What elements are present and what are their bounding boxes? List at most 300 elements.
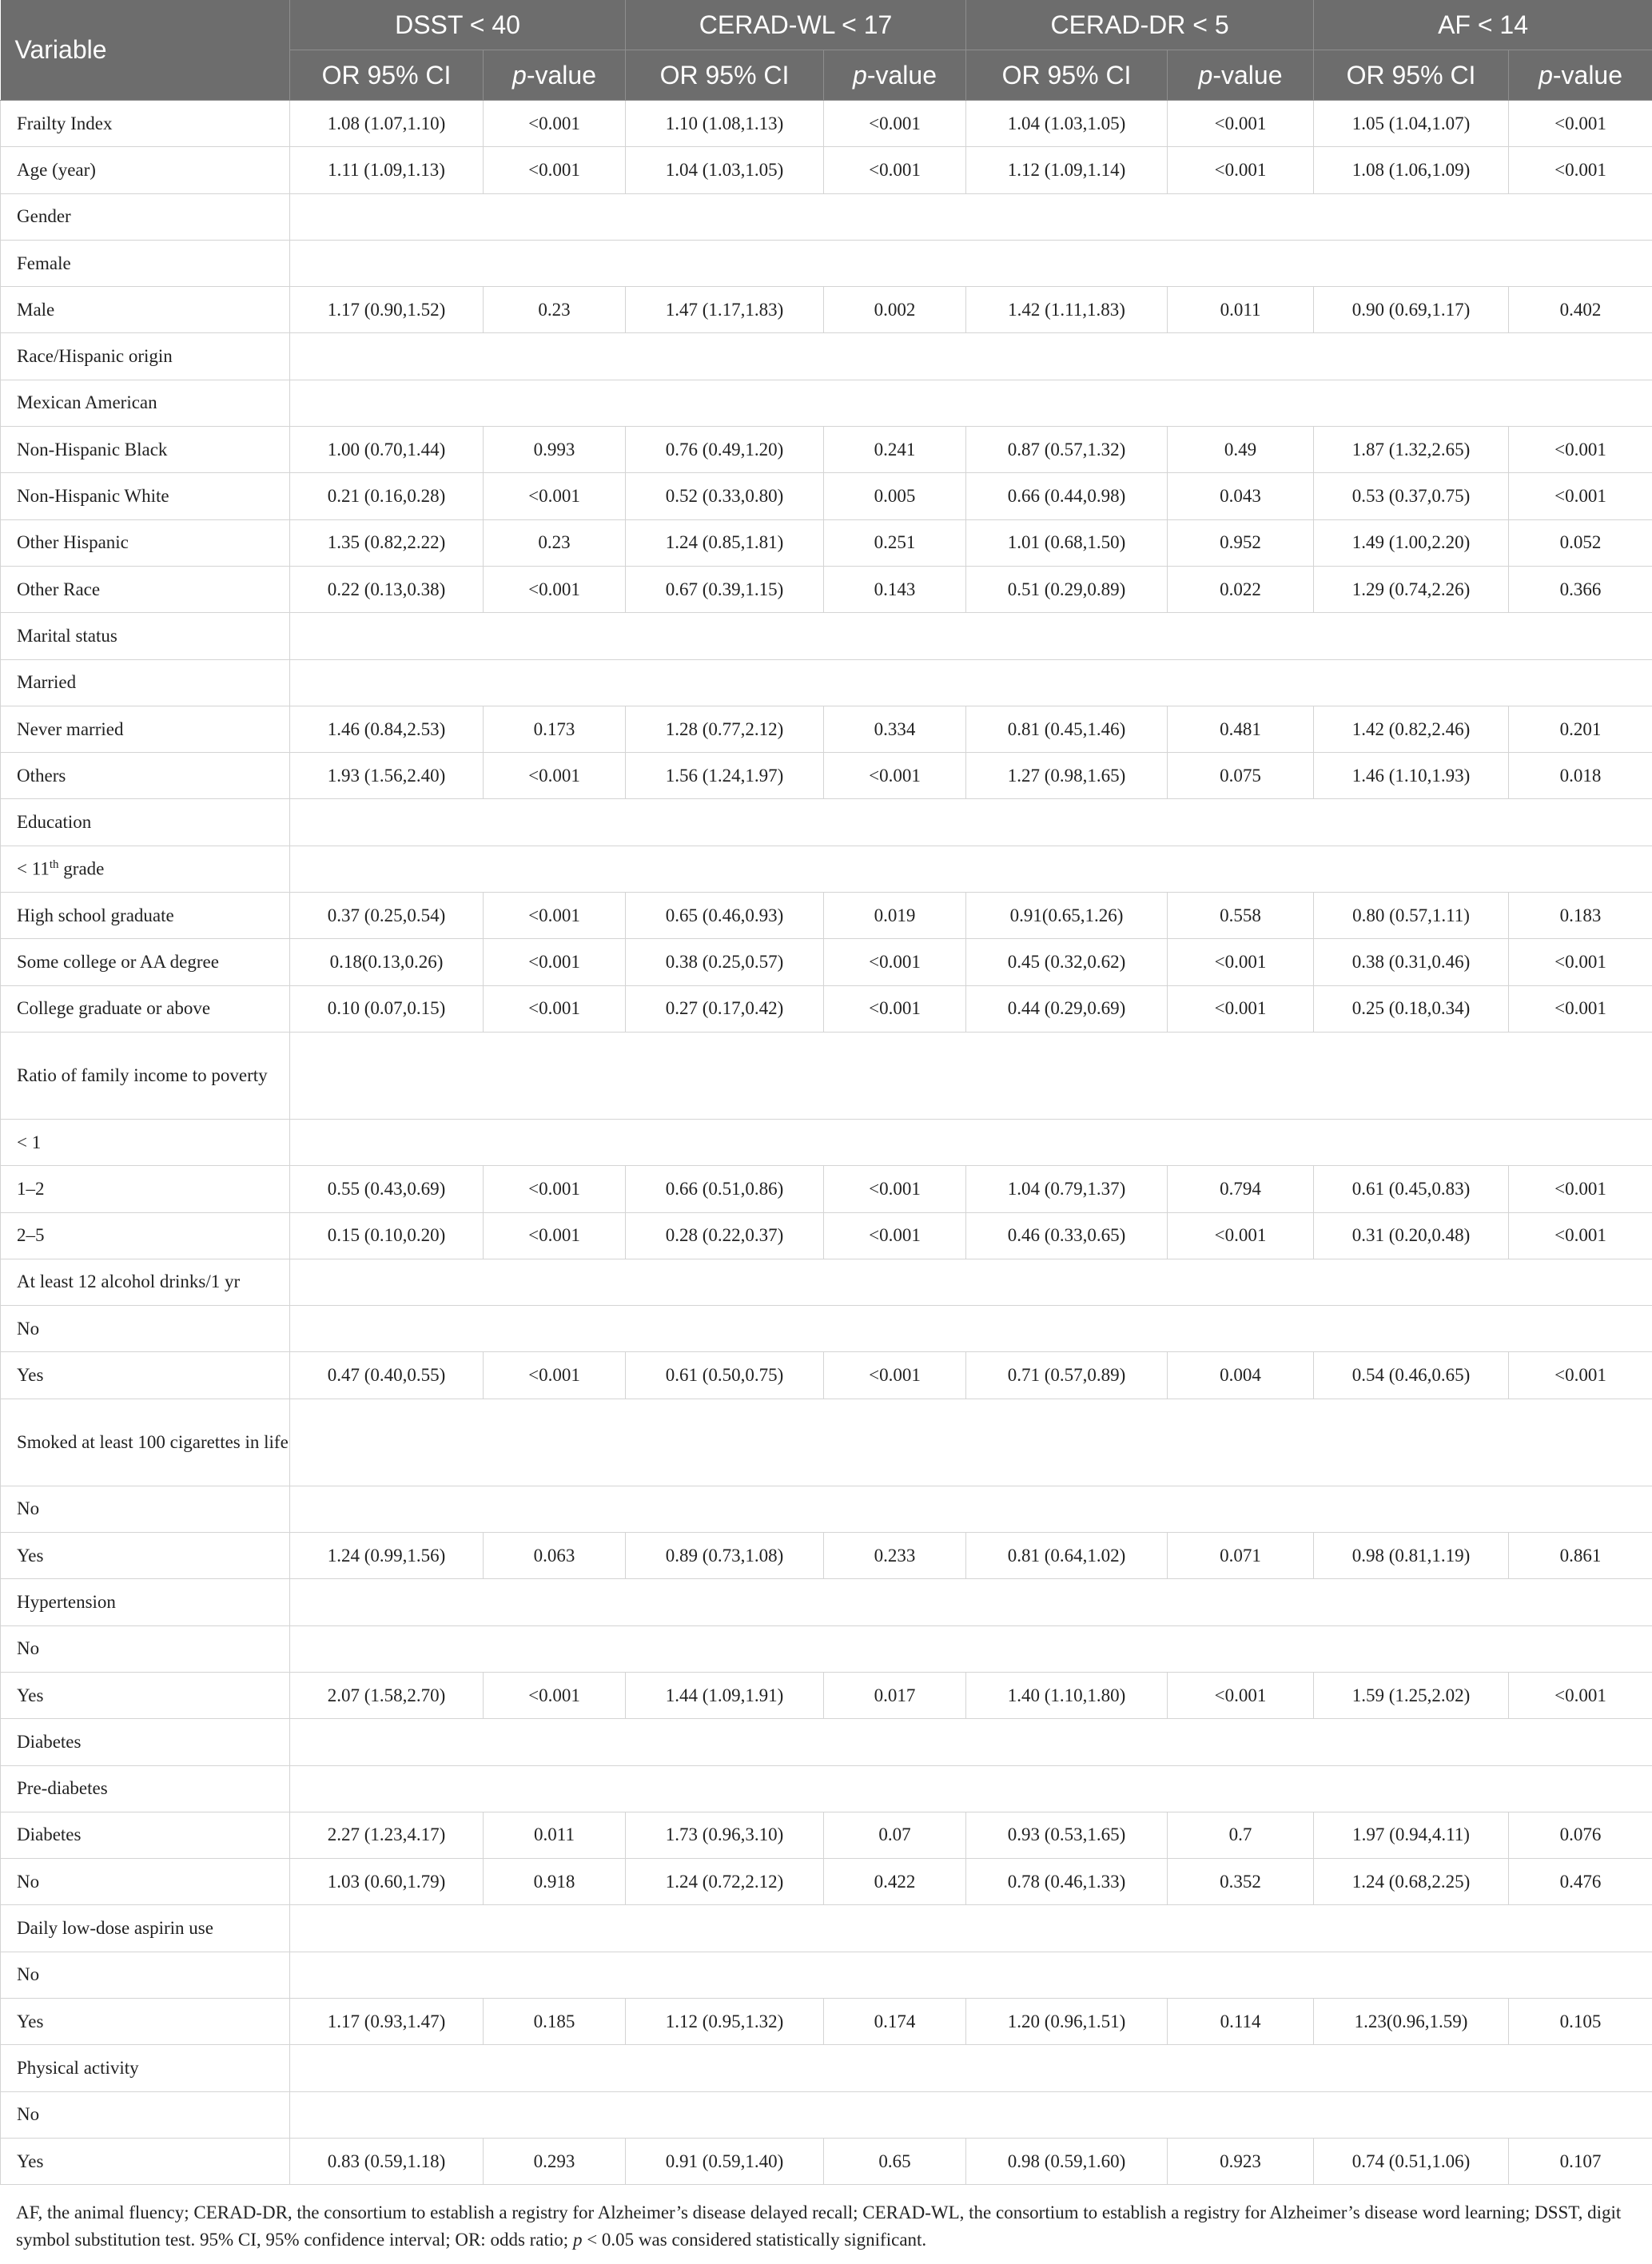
row-label [1, 147, 290, 193]
p-value-suffix: -value [866, 60, 937, 90]
p-value-cell: <0.001 [484, 1352, 626, 1399]
p-value-cell: <0.001 [1509, 939, 1652, 985]
row-label [1, 240, 290, 286]
or-ci-cell: 2.27 (1.23,4.17) [290, 1812, 484, 1858]
or-ci-cell: 1.56 (1.24,1.97) [626, 753, 824, 799]
empty-group-cell [290, 613, 1652, 659]
row-label-text: Some college or AA degree [17, 951, 219, 972]
row-label [1, 287, 290, 333]
p-value-cell: 0.063 [484, 1533, 626, 1579]
p-value-cell: 0.334 [824, 706, 966, 752]
row-label-text: No [17, 1318, 40, 1339]
p-value-cell: 0.183 [1509, 893, 1652, 939]
empty-group-cell [290, 2045, 1652, 2091]
row-label-text: No [17, 2104, 40, 2125]
or-ci-cell: 0.81 (0.45,1.46) [966, 706, 1168, 752]
row-label-text: Yes [17, 2151, 44, 2171]
footnote-p-symbol: p [572, 2230, 583, 2250]
row-label-text: Other Hispanic [17, 532, 129, 553]
p-value-cell: <0.001 [484, 473, 626, 519]
p-value-column-header [484, 50, 626, 101]
p-symbol: p [1198, 60, 1213, 90]
table-row [1, 753, 1652, 799]
p-value-cell: <0.001 [1509, 985, 1652, 1032]
group-header-af: AF < 14 [1314, 0, 1652, 50]
p-value-cell: <0.001 [824, 101, 966, 147]
row-label [1, 893, 290, 939]
row-label [1, 1212, 290, 1259]
p-value-cell: 0.018 [1509, 753, 1652, 799]
p-value-cell: 0.173 [484, 706, 626, 752]
p-value-cell: <0.001 [484, 985, 626, 1032]
or-ci-cell: 1.49 (1.00,2.20) [1314, 519, 1509, 566]
table-header [1, 0, 1652, 101]
or-ci-cell: 0.54 (0.46,0.65) [1314, 1352, 1509, 1399]
row-label [1, 706, 290, 752]
p-value-cell: 0.185 [484, 1998, 626, 2044]
p-value-cell: <0.001 [1168, 101, 1314, 147]
p-symbol: p [853, 60, 867, 90]
p-value-cell: <0.001 [1168, 1672, 1314, 1718]
or-ci-cell: 0.25 (0.18,0.34) [1314, 985, 1509, 1032]
table-row [1, 380, 1652, 426]
or-ci-cell: 1.27 (0.98,1.65) [966, 753, 1168, 799]
empty-group-cell [290, 846, 1652, 892]
or-ci-cell: 0.80 (0.57,1.11) [1314, 893, 1509, 939]
empty-group-cell [290, 1032, 1652, 1119]
p-value-cell: <0.001 [484, 753, 626, 799]
p-value-cell: 0.23 [484, 287, 626, 333]
p-value-cell: 0.005 [824, 473, 966, 519]
row-label-text: Non-Hispanic White [17, 486, 169, 507]
table-row [1, 893, 1652, 939]
p-value-cell: <0.001 [484, 1166, 626, 1212]
p-value-cell: <0.001 [1509, 1352, 1652, 1399]
row-label-text: Other Race [17, 579, 101, 599]
row-label [1, 1859, 290, 1905]
table-row [1, 193, 1652, 240]
table-row [1, 1119, 1652, 1165]
row-label-superscript: th [49, 858, 59, 872]
row-label [1, 1533, 290, 1579]
p-value-cell: <0.001 [824, 1212, 966, 1259]
p-value-cell: <0.001 [484, 147, 626, 193]
p-value-suffix: -value [526, 60, 596, 90]
empty-group-cell [290, 1905, 1652, 1952]
empty-group-cell [290, 2091, 1652, 2138]
row-label [1, 985, 290, 1032]
or-ci-cell: 0.31 (0.20,0.48) [1314, 1212, 1509, 1259]
table-row [1, 2138, 1652, 2184]
table-row [1, 1212, 1652, 1259]
or-ci-cell: 0.51 (0.29,0.89) [966, 566, 1168, 612]
empty-group-cell [290, 193, 1652, 240]
row-label [1, 1625, 290, 1672]
p-value-cell: 0.052 [1509, 519, 1652, 566]
or-ci-cell: 0.98 (0.59,1.60) [966, 2138, 1168, 2184]
or-ci-cell: 2.07 (1.58,2.70) [290, 1672, 484, 1718]
row-label [1, 799, 290, 846]
or-ci-cell: 0.91(0.65,1.26) [966, 893, 1168, 939]
row-label [1, 1119, 290, 1165]
row-label-text: Male [17, 299, 55, 320]
p-value-cell: 0.923 [1168, 2138, 1314, 2184]
footnote-text-end: < 0.05 was considered statistically significant. [582, 2230, 927, 2250]
or-ci-cell: 0.76 (0.49,1.20) [626, 427, 824, 473]
table-row [1, 333, 1652, 380]
p-value-cell: 0.481 [1168, 706, 1314, 752]
or-ci-cell: 0.61 (0.45,0.83) [1314, 1166, 1509, 1212]
table-row [1, 1765, 1652, 1812]
row-label-text: 1–2 [17, 1178, 45, 1199]
or-ci-cell: 0.66 (0.51,0.86) [626, 1166, 824, 1212]
or-ci-column-header: OR 95% CI [966, 50, 1168, 101]
or-ci-cell: 1.08 (1.06,1.09) [1314, 147, 1509, 193]
p-value-cell: 0.019 [824, 893, 966, 939]
or-ci-cell: 0.65 (0.46,0.93) [626, 893, 824, 939]
or-ci-cell: 1.46 (0.84,2.53) [290, 706, 484, 752]
empty-group-cell [290, 380, 1652, 426]
or-ci-cell: 1.42 (0.82,2.46) [1314, 706, 1509, 752]
p-value-cell: 0.993 [484, 427, 626, 473]
table-body [1, 101, 1652, 2185]
row-label-text: Non-Hispanic Black [17, 439, 168, 460]
p-value-cell: <0.001 [1509, 1672, 1652, 1718]
header-row-groups [1, 0, 1652, 50]
table-row [1, 1486, 1652, 1532]
row-label-text: Pre-diabetes [17, 1778, 108, 1799]
table-row [1, 147, 1652, 193]
p-value-cell: 0.861 [1509, 1533, 1652, 1579]
p-value-cell: <0.001 [484, 939, 626, 985]
or-ci-cell: 1.00 (0.70,1.44) [290, 427, 484, 473]
empty-group-cell [290, 799, 1652, 846]
p-value-cell: 0.174 [824, 1998, 966, 2044]
table-row [1, 566, 1652, 612]
p-value-cell: 0.241 [824, 427, 966, 473]
or-ci-cell: 0.83 (0.59,1.18) [290, 2138, 484, 2184]
or-ci-cell: 0.47 (0.40,0.55) [290, 1352, 484, 1399]
empty-group-cell [290, 333, 1652, 380]
p-value-cell: 0.201 [1509, 706, 1652, 752]
or-ci-cell: 0.38 (0.31,0.46) [1314, 939, 1509, 985]
or-ci-column-header: OR 95% CI [1314, 50, 1509, 101]
p-value-cell: <0.001 [1509, 147, 1652, 193]
or-ci-cell: 0.90 (0.69,1.17) [1314, 287, 1509, 333]
row-label-text: Gender [17, 206, 71, 227]
table-row [1, 1399, 1652, 1486]
or-ci-cell: 1.28 (0.77,2.12) [626, 706, 824, 752]
p-value-cell: <0.001 [824, 1352, 966, 1399]
table-row [1, 2091, 1652, 2138]
p-value-cell: <0.001 [1168, 985, 1314, 1032]
p-value-cell: <0.001 [484, 893, 626, 939]
or-ci-cell: 0.37 (0.25,0.54) [290, 893, 484, 939]
or-ci-cell: 1.10 (1.08,1.13) [626, 101, 824, 147]
p-value-cell: 0.952 [1168, 519, 1314, 566]
p-value-cell: 0.7 [1168, 1812, 1314, 1858]
row-label-text: < 1 [17, 1132, 42, 1152]
or-ci-cell: 0.67 (0.39,1.15) [626, 566, 824, 612]
p-value-cell: 0.251 [824, 519, 966, 566]
or-ci-cell: 1.12 (0.95,1.32) [626, 1998, 824, 2044]
row-label [1, 1719, 290, 1765]
table-row [1, 613, 1652, 659]
row-label [1, 2091, 290, 2138]
p-value-cell: <0.001 [1168, 147, 1314, 193]
p-value-cell: 0.105 [1509, 1998, 1652, 2044]
row-label [1, 193, 290, 240]
p-value-cell: 0.476 [1509, 1859, 1652, 1905]
p-value-cell: 0.114 [1168, 1998, 1314, 2044]
or-ci-cell: 0.44 (0.29,0.69) [966, 985, 1168, 1032]
row-label [1, 1032, 290, 1119]
p-value-cell: 0.002 [824, 287, 966, 333]
p-value-cell: <0.001 [1509, 473, 1652, 519]
or-ci-cell: 1.12 (1.09,1.14) [966, 147, 1168, 193]
table-row [1, 1952, 1652, 1998]
row-label-text: Age (year) [17, 159, 96, 180]
or-ci-cell: 1.20 (0.96,1.51) [966, 1998, 1168, 2044]
row-label-text: Marital status [17, 625, 117, 646]
p-value-cell: 0.107 [1509, 2138, 1652, 2184]
variable-column-header: Variable [1, 0, 290, 101]
row-label-text: Yes [17, 2011, 44, 2031]
empty-group-cell [290, 1119, 1652, 1165]
p-symbol: p [512, 60, 527, 90]
or-ci-cell: 0.81 (0.64,1.02) [966, 1533, 1168, 1579]
or-ci-cell: 0.98 (0.81,1.19) [1314, 1533, 1509, 1579]
footnote-text: AF, the animal fluency; CERAD-DR, the consortium to establish a registry for Alzheimer’s disease delayed recall; CERAD-WL, the consortium to establish a registry for Alzheimer’s disease word learning; DSST, digit symbol substitution test. 95% CI, 95% confidence interval; OR: odds ratio; [16, 2202, 1622, 2250]
row-label [1, 1905, 290, 1952]
or-ci-cell: 1.23(0.96,1.59) [1314, 1998, 1509, 2044]
table-row [1, 1672, 1652, 1718]
p-value-cell: 0.043 [1168, 473, 1314, 519]
p-value-cell: <0.001 [484, 1212, 626, 1259]
empty-group-cell [290, 240, 1652, 286]
table-row [1, 1812, 1652, 1858]
table-row [1, 1859, 1652, 1905]
table-row [1, 985, 1652, 1032]
or-ci-column-header: OR 95% CI [290, 50, 484, 101]
or-ci-cell: 0.87 (0.57,1.32) [966, 427, 1168, 473]
p-value-cell: 0.022 [1168, 566, 1314, 612]
row-label [1, 101, 290, 147]
p-value-cell: 0.23 [484, 519, 626, 566]
or-ci-cell: 1.11 (1.09,1.13) [290, 147, 484, 193]
row-label-text: Married [17, 672, 77, 693]
row-label [1, 1486, 290, 1532]
p-value-cell: 0.004 [1168, 1352, 1314, 1399]
row-label [1, 566, 290, 612]
row-label [1, 380, 290, 426]
table-row [1, 1998, 1652, 2044]
or-ci-cell: 0.18(0.13,0.26) [290, 939, 484, 985]
p-value-cell: <0.001 [1509, 1166, 1652, 1212]
empty-group-cell [290, 1306, 1652, 1352]
p-value-cell: <0.001 [824, 147, 966, 193]
p-value-cell: <0.001 [824, 753, 966, 799]
or-ci-cell: 0.71 (0.57,0.89) [966, 1352, 1168, 1399]
p-value-cell: <0.001 [1168, 1212, 1314, 1259]
table-row [1, 1579, 1652, 1625]
or-ci-cell: 0.74 (0.51,1.06) [1314, 2138, 1509, 2184]
row-label-text: Yes [17, 1685, 44, 1705]
row-label-text: Race/Hispanic origin [17, 346, 173, 367]
table-row [1, 706, 1652, 752]
p-value-cell: 0.352 [1168, 1859, 1314, 1905]
or-ci-cell: 1.03 (0.60,1.79) [290, 1859, 484, 1905]
or-ci-cell: 0.21 (0.16,0.28) [290, 473, 484, 519]
row-label-text: Daily low-dose aspirin use [17, 1918, 213, 1939]
row-label [1, 519, 290, 566]
row-label-text: Smoked at least 100 cigarettes in life [17, 1431, 289, 1452]
or-ci-cell: 1.24 (0.68,2.25) [1314, 1859, 1509, 1905]
group-header-cerad-wl: CERAD-WL < 17 [626, 0, 966, 50]
table-row [1, 427, 1652, 473]
p-value-cell: 0.017 [824, 1672, 966, 1718]
empty-group-cell [290, 659, 1652, 706]
row-label [1, 2138, 290, 2184]
row-label [1, 333, 290, 380]
or-ci-cell: 1.35 (0.82,2.22) [290, 519, 484, 566]
row-label [1, 1352, 290, 1399]
or-ci-cell: 0.38 (0.25,0.57) [626, 939, 824, 985]
row-label-text: < 11 [17, 858, 50, 879]
p-value-column-header [1509, 50, 1652, 101]
row-label-text: Yes [17, 1365, 44, 1386]
or-ci-cell: 1.40 (1.10,1.80) [966, 1672, 1168, 1718]
row-label [1, 1306, 290, 1352]
row-label-suffix: grade [58, 858, 105, 879]
p-value-cell: <0.001 [1168, 939, 1314, 985]
row-label-text: No [17, 1498, 40, 1519]
or-ci-cell: 1.04 (1.03,1.05) [966, 101, 1168, 147]
empty-group-cell [290, 1486, 1652, 1532]
p-value-cell: 0.071 [1168, 1533, 1314, 1579]
table-row [1, 1166, 1652, 1212]
or-ci-cell: 0.91 (0.59,1.40) [626, 2138, 824, 2184]
group-header-cerad-dr: CERAD-DR < 5 [966, 0, 1314, 50]
p-value-cell: 0.558 [1168, 893, 1314, 939]
or-ci-cell: 0.27 (0.17,0.42) [626, 985, 824, 1032]
or-ci-cell: 1.01 (0.68,1.50) [966, 519, 1168, 566]
empty-group-cell [290, 1952, 1652, 1998]
row-label-text: At least 12 alcohol drinks/1 yr [17, 1271, 241, 1292]
row-label-text: Frailty Index [17, 113, 113, 133]
or-ci-cell: 1.05 (1.04,1.07) [1314, 101, 1509, 147]
p-value-cell: 0.011 [484, 1812, 626, 1858]
or-ci-cell: 0.61 (0.50,0.75) [626, 1352, 824, 1399]
or-ci-cell: 0.46 (0.33,0.65) [966, 1212, 1168, 1259]
row-label [1, 473, 290, 519]
p-value-cell: <0.001 [1509, 1212, 1652, 1259]
row-label-text: Education [17, 812, 92, 833]
row-label-text: Ratio of family income to poverty [17, 1064, 268, 1085]
p-value-suffix: -value [1212, 60, 1283, 90]
or-ci-cell: 1.08 (1.07,1.10) [290, 101, 484, 147]
or-ci-cell: 0.89 (0.73,1.08) [626, 1533, 824, 1579]
p-value-cell: <0.001 [1509, 427, 1652, 473]
or-ci-cell: 0.66 (0.44,0.98) [966, 473, 1168, 519]
or-ci-cell: 1.47 (1.17,1.83) [626, 287, 824, 333]
or-ci-cell: 1.87 (1.32,2.65) [1314, 427, 1509, 473]
p-value-cell: 0.366 [1509, 566, 1652, 612]
row-label-text: 2–5 [17, 1225, 45, 1246]
row-label-text: Never married [17, 718, 124, 739]
table-row [1, 1306, 1652, 1352]
or-ci-cell: 0.55 (0.43,0.69) [290, 1166, 484, 1212]
row-label-text: Diabetes [17, 1731, 82, 1752]
row-label-text: No [17, 1871, 40, 1892]
p-value-cell: 0.794 [1168, 1166, 1314, 1212]
table-row [1, 659, 1652, 706]
row-label-text: Physical activity [17, 2057, 139, 2078]
or-ci-cell: 0.52 (0.33,0.80) [626, 473, 824, 519]
or-ci-cell: 0.15 (0.10,0.20) [290, 1212, 484, 1259]
empty-group-cell [290, 1399, 1652, 1486]
row-label [1, 1259, 290, 1305]
p-value-cell: 0.07 [824, 1812, 966, 1858]
table-row [1, 1259, 1652, 1305]
p-value-cell: <0.001 [824, 1166, 966, 1212]
row-label-text: Yes [17, 1545, 44, 1566]
row-label-text: Diabetes [17, 1824, 82, 1845]
p-value-cell: 0.143 [824, 566, 966, 612]
p-value-cell: 0.233 [824, 1533, 966, 1579]
table-row [1, 846, 1652, 892]
p-value-cell: <0.001 [484, 101, 626, 147]
row-label-text: Mexican American [17, 392, 157, 413]
row-label [1, 1765, 290, 1812]
row-label [1, 753, 290, 799]
p-symbol: p [1539, 60, 1553, 90]
or-ci-cell: 0.93 (0.53,1.65) [966, 1812, 1168, 1858]
p-value-cell: 0.076 [1509, 1812, 1652, 1858]
p-value-suffix: -value [1552, 60, 1623, 90]
p-value-cell: <0.001 [824, 985, 966, 1032]
p-value-cell: 0.422 [824, 1859, 966, 1905]
table-row [1, 240, 1652, 286]
table-row [1, 799, 1652, 846]
table-row [1, 1352, 1652, 1399]
p-value-cell: 0.918 [484, 1859, 626, 1905]
p-value-cell: 0.293 [484, 2138, 626, 2184]
table-row [1, 1625, 1652, 1672]
table-row [1, 1719, 1652, 1765]
p-value-cell: 0.011 [1168, 287, 1314, 333]
p-value-cell: <0.001 [824, 939, 966, 985]
table-footnote [16, 2199, 1638, 2254]
or-ci-cell: 1.24 (0.72,2.12) [626, 1859, 824, 1905]
table-row [1, 287, 1652, 333]
p-value-cell: 0.402 [1509, 287, 1652, 333]
row-label-text: High school graduate [17, 905, 174, 925]
or-ci-cell: 0.22 (0.13,0.38) [290, 566, 484, 612]
table-row [1, 1032, 1652, 1119]
table-row [1, 939, 1652, 985]
or-ci-cell: 1.59 (1.25,2.02) [1314, 1672, 1509, 1718]
or-ci-cell: 0.45 (0.32,0.62) [966, 939, 1168, 985]
table-row [1, 473, 1652, 519]
row-label [1, 427, 290, 473]
row-label-text: Female [17, 253, 71, 273]
table-row [1, 2045, 1652, 2091]
or-ci-cell: 1.42 (1.11,1.83) [966, 287, 1168, 333]
table-row [1, 1905, 1652, 1952]
p-value-cell: 0.65 [824, 2138, 966, 2184]
empty-group-cell [290, 1719, 1652, 1765]
